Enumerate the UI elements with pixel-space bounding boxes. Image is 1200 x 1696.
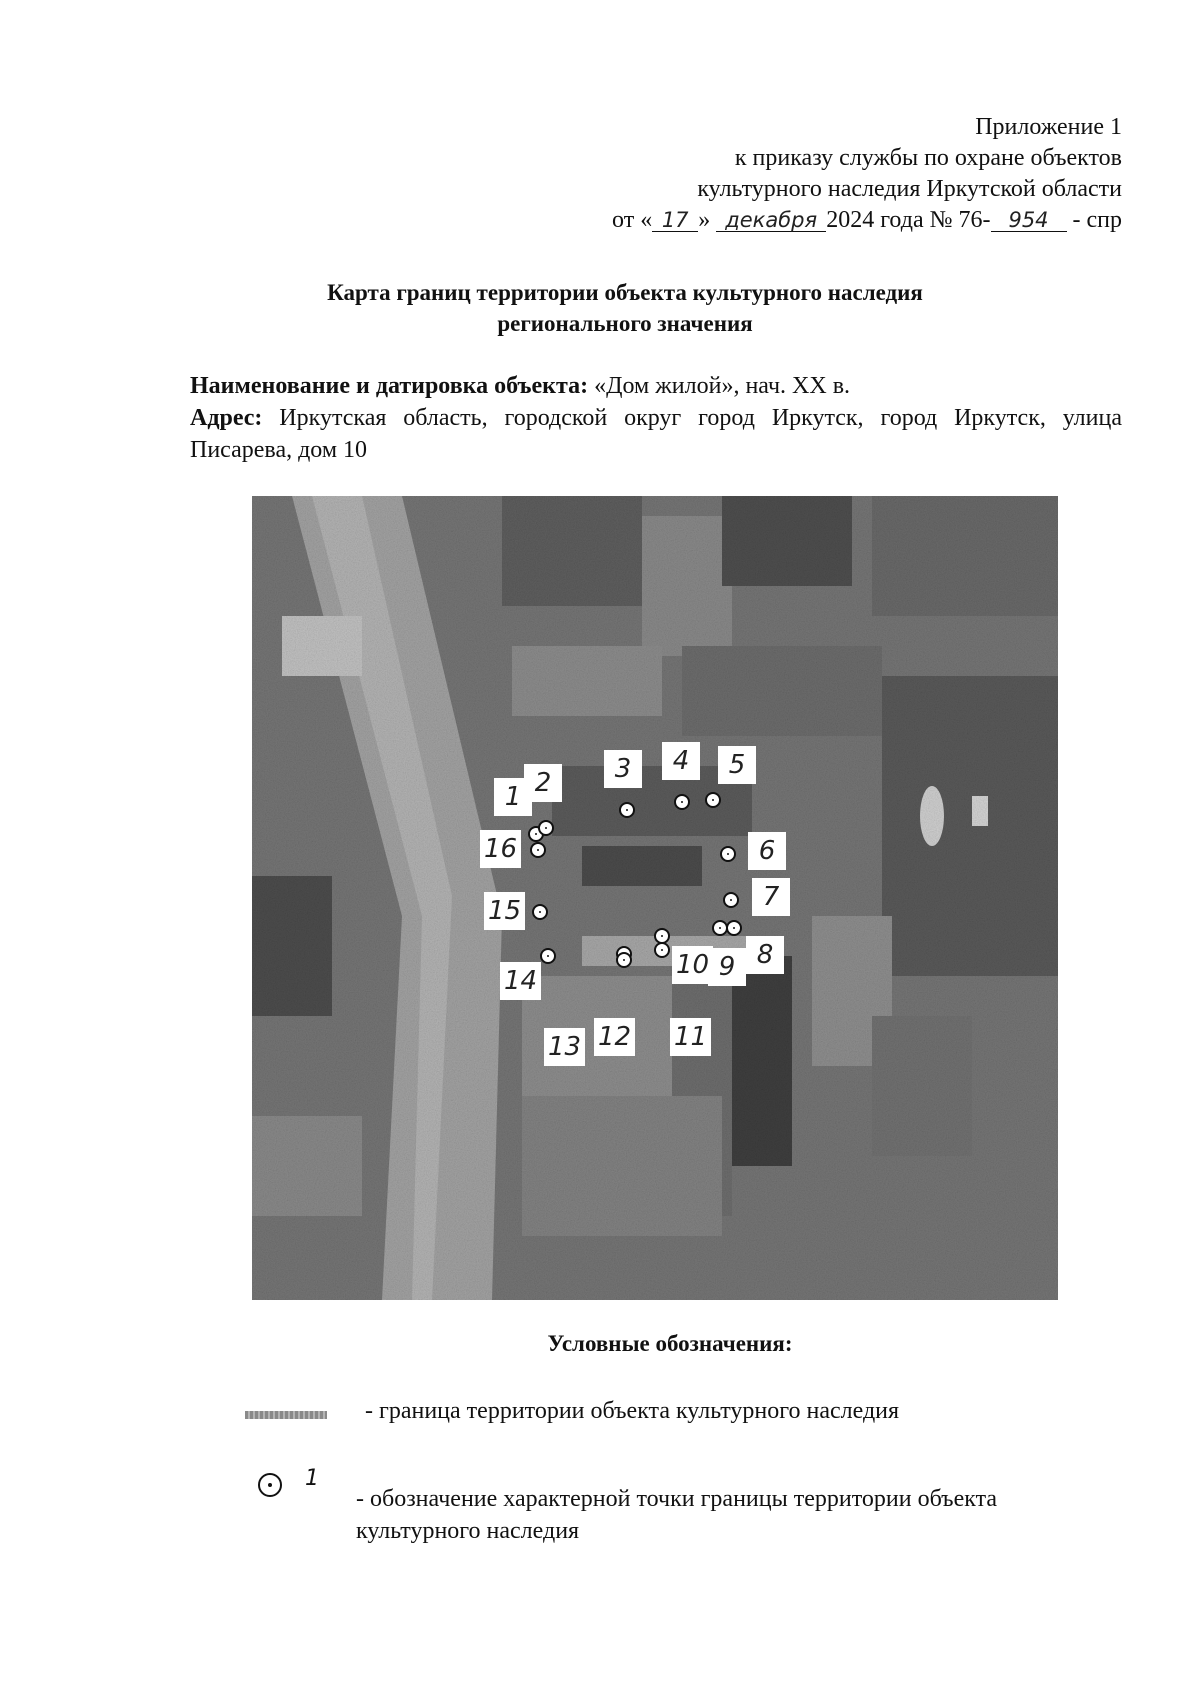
object-info <box>190 370 1122 466</box>
boundary-point-2 <box>538 820 554 836</box>
boundary-point-15 <box>532 904 548 920</box>
title-line-2: регионального значения <box>497 311 753 336</box>
legend-title: Условные обозначения: <box>547 1331 793 1356</box>
point-label-10: 10 <box>672 946 713 984</box>
point-label-2: 2 <box>524 764 562 802</box>
point-label-1: 1 <box>494 778 532 816</box>
boundary-point-10 <box>654 942 670 958</box>
point-label-6: 6 <box>748 832 786 870</box>
object-name-label: Наименование и датировка объекта: <box>190 373 589 399</box>
document-title <box>190 277 1060 339</box>
order-date-line <box>612 205 1122 236</box>
point-label-16: 16 <box>480 830 521 868</box>
point-label-3: 3 <box>604 750 642 788</box>
point-label-11: 11 <box>670 1018 711 1056</box>
legend-boundary-text: - граница территории объекта культурного наследия <box>365 1398 900 1424</box>
boundary-point-6 <box>720 846 736 862</box>
object-name <box>190 370 1122 402</box>
point-marker-icon <box>258 1473 282 1497</box>
boundary-point-13 <box>616 952 632 968</box>
point-label-7: 7 <box>752 878 790 916</box>
address-label: Адрес: <box>190 405 263 431</box>
boundary-point-9 <box>712 920 728 936</box>
order-reference: к приказу службы по охране объектов <box>734 145 1122 171</box>
legend-point-text: - обозначение характерной точки границы территории объекта культурного наследия <box>356 1486 998 1544</box>
appendix-header <box>612 112 1122 236</box>
legend-point-number: 1 <box>305 1466 319 1491</box>
object-address <box>190 402 1122 466</box>
date-mid: » <box>698 207 717 233</box>
boundary-map <box>252 496 1058 1300</box>
boundary-point-11 <box>654 928 670 944</box>
boundary-point-7 <box>723 892 739 908</box>
boundary-point-4 <box>674 794 690 810</box>
point-label-5: 5 <box>718 746 756 784</box>
boundary-point-5 <box>705 792 721 808</box>
order-suffix: - спр <box>1066 207 1122 233</box>
appendix-title: Приложение 1 <box>975 114 1122 140</box>
handwritten-day: 17 <box>652 209 698 232</box>
order-authority: культурного наследия Иркутской области <box>697 176 1122 202</box>
title-line-1: Карта границ территории объекта культурного наследия <box>327 280 923 305</box>
boundary-point-3 <box>619 802 635 818</box>
address-value: Иркутская область, городской округ город Иркутск, город Иркутск, улица Писарева, дом 10 <box>190 405 1122 463</box>
point-label-14: 14 <box>500 962 541 1000</box>
date-prefix: от « <box>612 207 653 233</box>
point-label-15: 15 <box>484 892 525 930</box>
point-label-8: 8 <box>746 936 784 974</box>
date-year: 2024 года № 76- <box>826 207 991 233</box>
boundary-point-14 <box>540 948 556 964</box>
boundary-point-8 <box>726 920 742 936</box>
boundary-line-symbol <box>245 1411 327 1419</box>
boundary-point-16 <box>530 842 546 858</box>
point-label-12: 12 <box>594 1018 635 1056</box>
point-label-13: 13 <box>544 1028 585 1066</box>
object-name-value: «Дом жилой», нач. XX в. <box>588 373 851 399</box>
point-label-9: 9 <box>708 948 746 986</box>
point-label-4: 4 <box>662 742 700 780</box>
handwritten-month: декабря <box>716 209 826 232</box>
aerial-photo <box>252 496 1058 1300</box>
handwritten-number: 954 <box>991 209 1067 232</box>
